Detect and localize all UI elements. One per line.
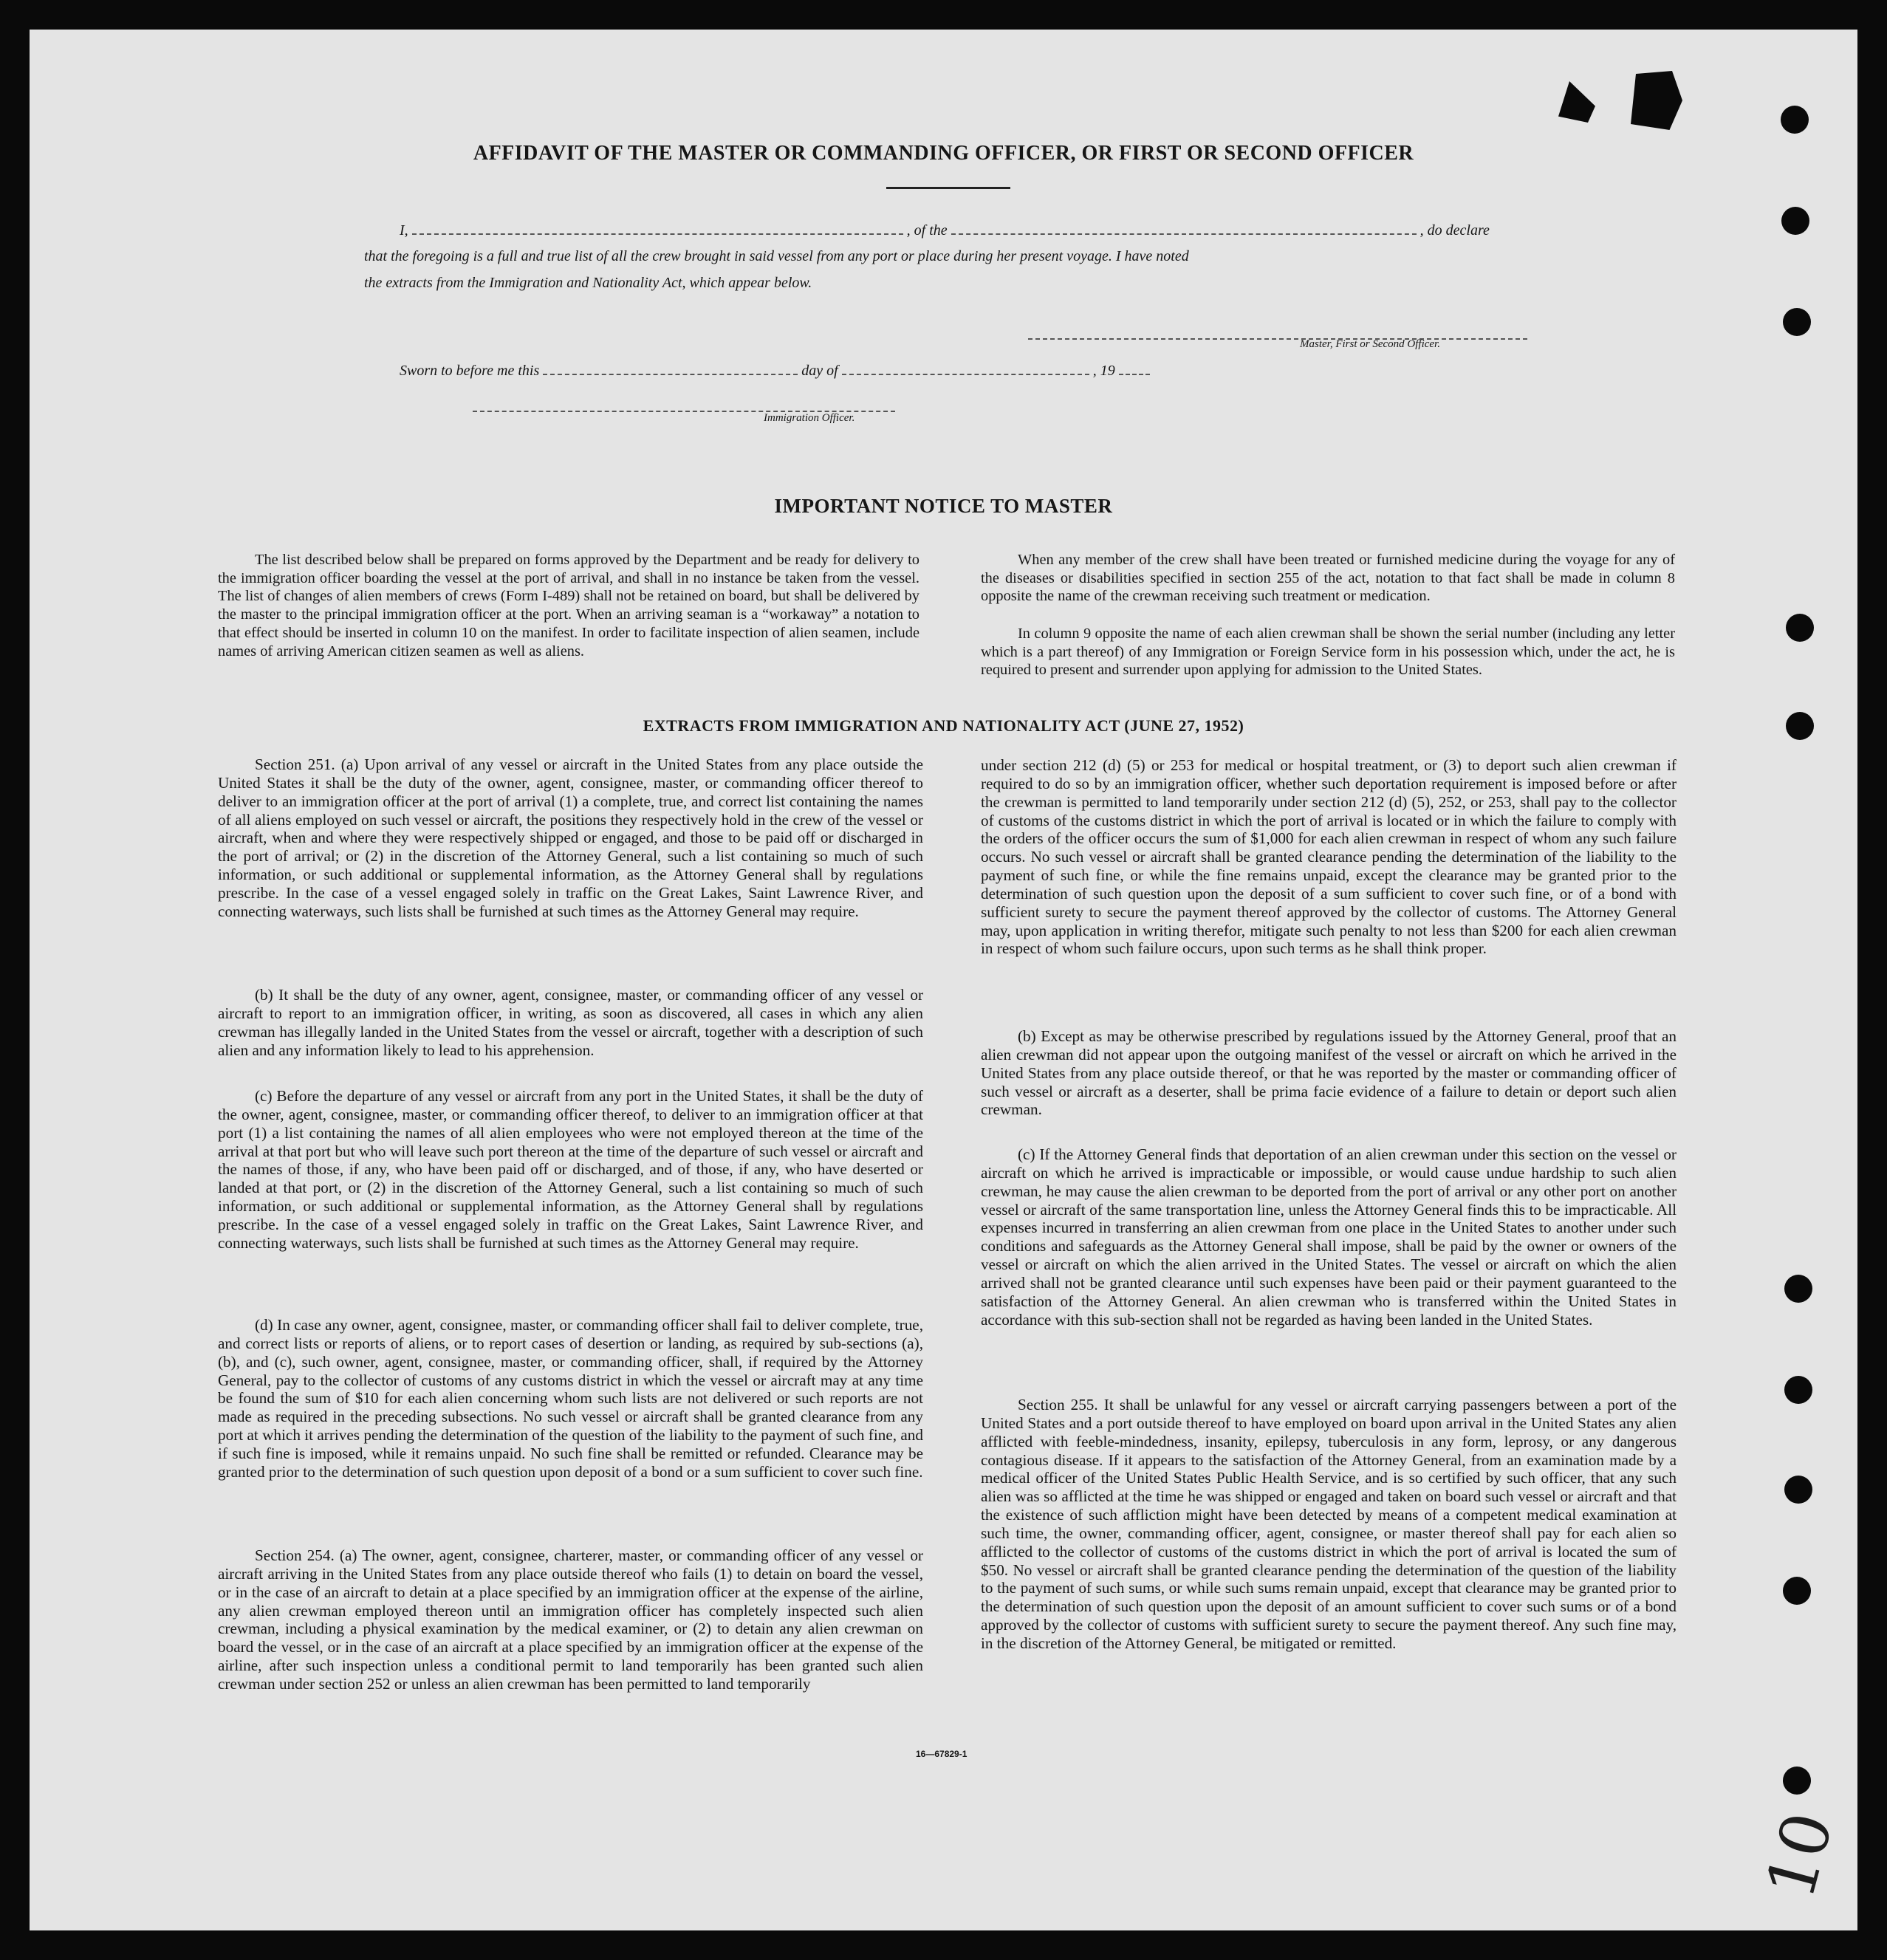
master-signature-field[interactable]: [1028, 325, 1527, 340]
section-254a-text: Section 254. (a) The owner, agent, consignee, charterer, master, or commanding officer of any vessel or aircraft arriving in the United States from any place outside thereof who fails (1) to detain on board the vessel, or in the case of an aircraft to detain at a place specified by an immigration officer at the expense of the airline, any alien crewman employed thereon until an immigration officer has completely inspected such alien crewman, including a physical examination by the medical examiner, or (2) to detain any alien crewman on board the vessel, or in the case of an aircraft at a place specified by an immigration officer at the expense of the airline, after such inspection unless a conditional permit to land temporarily has been granted such alien crewman under section 252 or unless an alien crewman has been permitted to land temporarily: [218, 1546, 923, 1693]
binder-hole: [1784, 1275, 1812, 1303]
declare-of-the-label: , of the: [906, 222, 948, 239]
immigration-officer-signature-field[interactable]: [473, 397, 895, 412]
binder-hole: [1783, 308, 1811, 336]
notice-left-text: The list described below shall be prepared on forms approved by the Department and be ready for delivery to the immigration officer boarding the vessel at the port of arrival, and shall in no instance be taken from the vessel. The list of changes of alien members of crews (Form I-489) shall not be retained on board, but shall be delivered by the master to the principal immigration officer at the port. When an arriving seaman is a “workaway” a notation to that effect should be inserted in column 10 on the manifest. In order to facilitate inspection of alien seamen, include names of arriving American citizen seamen as well as aliens.: [218, 552, 919, 659]
section-255: [981, 1396, 1677, 1653]
binder-hole: [1786, 614, 1814, 642]
section-251d: [218, 1316, 923, 1481]
declare-i-label: I,: [400, 222, 408, 239]
immigration-officer-caption: Immigration Officer.: [764, 412, 855, 424]
sworn-line: [400, 360, 1150, 380]
section-254b-text: (b) Except as may be otherwise prescribed by regulations issued by the Attorney General, proof that an alien crewman did not appear upon the outgoing manifest of the vessel or aircraft on which he arrived in the United States from any place outside thereof, or that he was reported by the master or commanding officer of such vessel or aircraft as a deserter, shall be prima facie evidence of a failure to detain or deport such alien crewman.: [981, 1027, 1677, 1119]
master-name-field[interactable]: [412, 220, 903, 235]
extracts-title: EXTRACTS FROM IMMIGRATION AND NATIONALITY ACT (JUNE 27, 1952): [643, 716, 1244, 735]
handwritten-page-number: 10: [1751, 1804, 1849, 1907]
section-254c: [981, 1145, 1677, 1329]
section-255-text: Section 255. It shall be unlawful for any vessel or aircraft carrying passengers between a port of the United States and a port outside thereof to have employed on board upon arrival in the United States any alien afflicted with feeble-mindedness, insanity, epilepsy, tuberculosis in any form, leprosy, or any dangerous contagious disease. If it appears to the satisfaction of the Attorney General, from an examination made by a medical officer of the United States Public Health Service, and is so certified by such officer, that any such alien was so afflicted at the time he was shipped or engaged and taken on board such vessel or aircraft and that the existence of such affliction might have been detected by means of a competent medical examination at such time, the owner, commanding officer, agent, consignee, or master thereof shall pay for each alien so afflicted to the collector of customs of the customs district in which the port of arrival is located the sum of $50. No vessel or aircraft shall be granted clearance pending the determination of the question of the liability to the payment of such sums, or while such sums remain unpaid, except that clearance may be granted prior to the determination of such question upon the deposit of an amount sufficient to cover such sums or of a bond approved by the collector of customs with sufficient surety to secure the payment thereof. Any such fine may, in the discretion of the Attorney General, be mitigated or remitted.: [981, 1396, 1677, 1652]
affidavit-title: AFFIDAVIT OF THE MASTER OR COMMANDING OFFICER, OR FIRST OR SECOND OFFICER: [473, 142, 1414, 165]
section-251a-text: Section 251. (a) Upon arrival of any vessel or aircraft in the United States from any place outside the United States it shall be the duty of the owner, agent, consignee, master, or commanding officer thereof to deliver to an immigration officer at the port of arrival (1) a complete, true, and correct list containing the names of all aliens employed on such vessel or aircraft, the positions they respectively hold in the crew of the vessel or aircraft, when and where they were respectively shipped or engaged, and those to be paid off or discharged in the port of arrival; or (2) in the discretion of the Attorney General, such a list containing so much of such information, or such additional or supplemental information, as the Attorney General shall by regulations prescribe. In the case of a vessel engaged solely in traffic on the Great Lakes, Saint Lawrence River, and connecting waterways, such lists shall be furnished at such times as the Attorney General may require.: [218, 755, 923, 920]
binder-hole: [1781, 106, 1809, 134]
section-251b: [218, 986, 923, 1059]
section-254c-text: (c) If the Attorney General finds that deportation of an alien crewman under this section on the vessel or aircraft on which he arrived is impracticable or impossible, or would cause undue hardship to such alien crewman, he may cause the alien crewman to be deported from the port of arrival or any other port on another vessel or aircraft of the same transportation line, unless the Attorney General finds this to be impracticable. All expenses incurred in transferring an alien crewman from one place in the United States to another under such conditions and safeguards as the Attorney General shall impose, shall be paid by the owner or owners of the vessel or aircraft on which the alien arrived in the United States. The vessel or aircraft on which the alien arrived shall not be granted clearance until such expenses have been paid or their payment guaranteed to the satisfaction of the Attorney General. An alien crewman who is transferred within the United States in accordance with this sub-section shall not be regarded as having been landed in the United States.: [981, 1145, 1677, 1329]
section-251c-text: (c) Before the departure of any vessel or aircraft from any port in the United States, it shall be the duty of the owner, agent, consignee, master, or commanding officer thereof, to deliver to an immigration officer at that port (1) a list containing the names of all alien employees who were not employed thereon at the time of the arrival at that port but who will leave such port thereon at the time of the departure of such vessel or aircraft and the names of those, if any, who have been paid off or discharged, and of those, if any, who have deserted or landed at that port, or (2) in the discretion of the Attorney General, such a list containing so much of such information, or such additional or supplemental information, as the Attorney General shall by regulations prescribe. In the case of a vessel engaged solely in traffic on the Great Lakes, Saint Lawrence River, and connecting waterways, such lists shall be furnished at such times as the Attorney General may require.: [218, 1087, 923, 1252]
notice-right-paragraph-2: [981, 625, 1675, 679]
notice-left-paragraph: [218, 551, 919, 660]
sworn-prefix-label: Sworn to before me this: [400, 363, 540, 379]
sworn-day-of-label: day of: [801, 363, 838, 379]
declare-end-label: , do declare: [1419, 222, 1490, 239]
declaration-statement-2: the extracts from the Immigration and Nationality Act, which appear below.: [364, 275, 812, 291]
section-251c: [218, 1087, 923, 1253]
sworn-day-field[interactable]: [543, 360, 798, 375]
title-divider: [886, 187, 1010, 189]
sworn-month-field[interactable]: [842, 360, 1089, 375]
sworn-year-label: , 19: [1092, 363, 1115, 379]
notice-right-paragraph-1: [981, 551, 1675, 606]
binder-hole: [1784, 1476, 1812, 1504]
section-254b: [981, 1027, 1677, 1119]
section-254a-continued-text: under section 212 (d) (5) or 253 for medical or hospital treatment, or (3) to deport such alien crewman if required to do so by an immigration officer, whether such deportation requirement is imposed before or after the crewman is permitted to land temporarily under section 212 (d) (5), 252, or 253, shall pay to the collector of customs of the customs district in which the port of arrival is located or in which the failure to comply with the orders of the officer occurs the sum of $1,000 for each alien crewman in respect of whom any such failure occurs. No such vessel or aircraft shall be granted clearance pending the determination of the liability to the payment of such fine, or while the fine remains unpaid, except the clearance may be granted prior to the determination of such question upon the deposit of a sum sufficient to cover such fine, or of a bond with sufficient surety to secure the payment thereof approved by the collector of customs. The Attorney General may, upon application in writing therefor, mitigate such penalty to not less than $200 for each alien crewman in respect of whom such failure occurs, upon such terms as he shall think proper.: [981, 756, 1677, 958]
master-signature-caption: Master, First or Second Officer.: [1300, 338, 1440, 350]
vessel-name-field[interactable]: [951, 220, 1417, 235]
section-251a: [218, 755, 923, 921]
binder-hole: [1784, 1376, 1812, 1404]
notice-title: IMPORTANT NOTICE TO MASTER: [774, 495, 1113, 517]
binder-hole: [1781, 207, 1809, 235]
section-254a: [218, 1546, 923, 1693]
section-251d-text: (d) In case any owner, agent, consignee, master, or commanding officer shall fail to deliver complete, true, and correct lists or reports of aliens, or to report cases of desertion or landing, as required by sub-sections (a), (b), and (c), such owner, agent, consignee, master, or commanding officer, shall, if required by the Attorney General, pay to the collector of customs of any customs district in which the vessel or aircraft may at any time be found the sum of $10 for each alien concerning whom such lists are not delivered or such reports are not made as required in the preceding subsections. No such vessel or aircraft shall be granted clearance from any port at which it arrives pending the determination of the question of the liability to the payment of such fine, and if such fine is imposed, while it remains unpaid. No such fine shall be remitted or refunded. Clearance may be granted prior to the determination of such question upon deposit of a bond or a sum sufficient to cover such fine.: [218, 1316, 923, 1481]
sworn-year-field[interactable]: [1119, 360, 1150, 375]
section-254a-continued: [981, 756, 1677, 958]
notice-right-text-1: When any member of the crew shall have been treated or furnished medicine during the voyage for any of the diseases or disabilities specified in section 255 of the act, notation to that fact shall be made in column 8 opposite the name of the crewman receiving such treatment or medication.: [981, 552, 1675, 605]
section-251b-text: (b) It shall be the duty of any owner, agent, consignee, master, or commanding officer of any vessel or aircraft to report to an immigration officer, in writing, as soon as discovered, all cases in which any alien crewman has illegally landed in the United States from the vessel or aircraft, together with a description of such alien and any information likely to lead to his apprehension.: [218, 986, 923, 1059]
declaration-line: [400, 220, 1490, 239]
declaration-statement-1: that the foregoing is a full and true list of all the crew brought in said vessel from any port or place during her present voyage. I have noted: [364, 248, 1189, 264]
binder-hole: [1783, 1577, 1811, 1605]
form-number: 16—67829-1: [916, 1749, 968, 1759]
notice-right-text-2: In column 9 opposite the name of each alien crewman shall be shown the serial number (including any letter which is a part thereof) of any Immigration or Foreign Service form in his possession which, under the act, he is required to present and surrender upon applying for admission to the United States.: [981, 626, 1675, 679]
binder-hole: [1783, 1767, 1811, 1795]
